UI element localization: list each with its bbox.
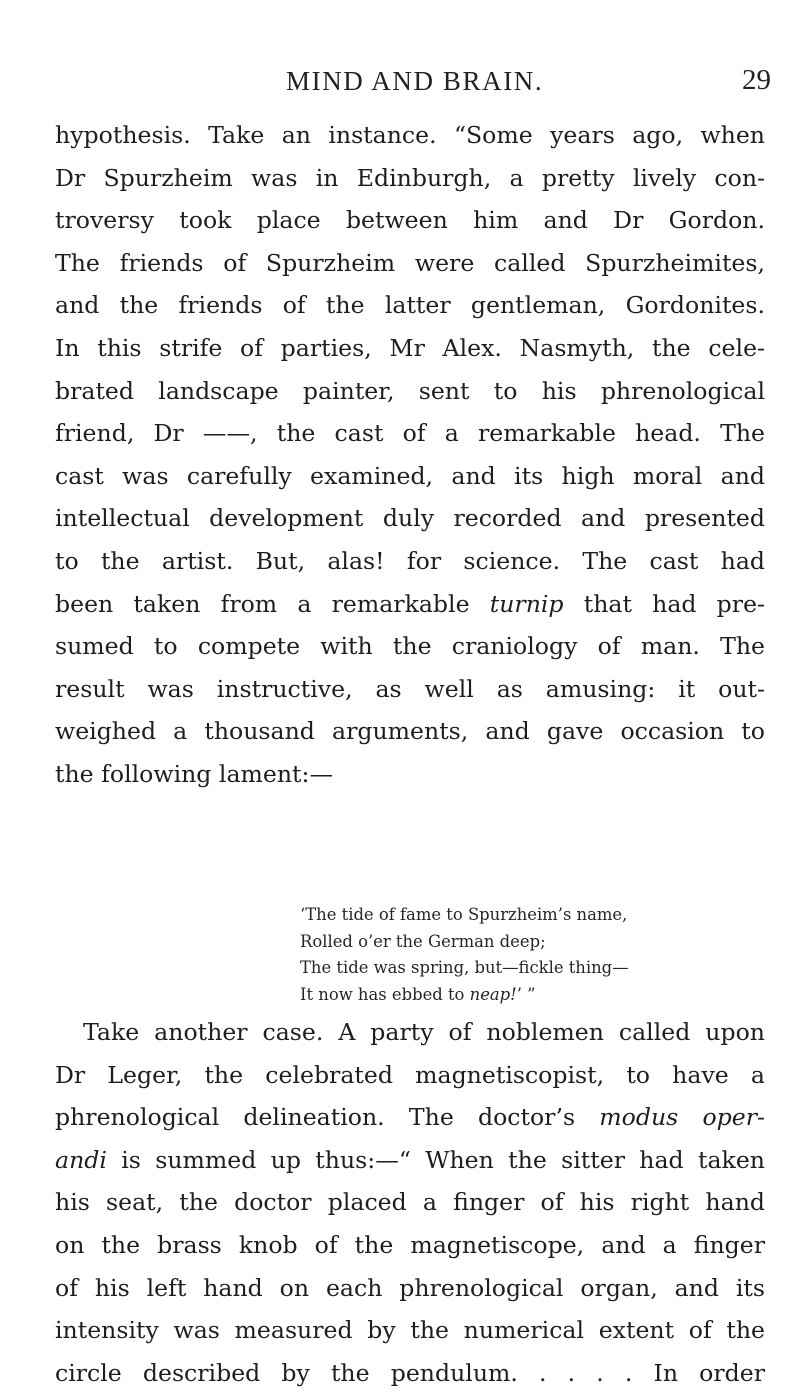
text-line: intensity was measured by the numerical extent of the (55, 1316, 765, 1345)
text-line: the following lament:— (55, 759, 334, 788)
text-line: on the brass knob of the magnetiscope, and a finger (55, 1230, 765, 1259)
text-line: Dr Spurzheim was in Edinburgh, a pretty lively con- (55, 163, 765, 192)
verse-line: Rolled o’er the German deep; (300, 931, 546, 951)
text-line: The friends of Spurzheim were called Spurzheimites, (55, 248, 765, 277)
text-line: of his left hand on each phrenological organ, and its (55, 1273, 765, 1302)
text-segment: phrenological delineation. The doctor’s (55, 1103, 576, 1132)
running-title: MIND AND BRAIN. (286, 66, 544, 96)
verse-line: ‘The tide of fame to Spurzheim’s name, (300, 905, 628, 924)
text-line: his seat, the doctor placed a finger of his right hand (55, 1188, 765, 1217)
running-head (0, 66, 800, 106)
text-line: intellectual development duly recorded and presented (55, 504, 765, 533)
text-line: to the artist. But, alas! for science. The cast had (55, 546, 765, 575)
text-line: weighed a thousand arguments, and gave occasion to (55, 717, 765, 746)
page-number: 29 (742, 64, 771, 96)
italic-modus-operandi-cont: andi (55, 1145, 107, 1174)
text-line: result was instructive, as well as amusing: it out- (55, 674, 765, 703)
text-line-modus (55, 1096, 765, 1139)
text-line: cast was carefully examined, and its high moral and (55, 461, 765, 490)
text-line-andi (55, 1139, 765, 1182)
verse-line: The tide was spring, but—fickle thing— (300, 958, 629, 977)
text-line: Dr Leger, the celebrated magnetiscopist, to have a (55, 1060, 765, 1089)
text-line: and the friends of the latter gentleman, Gordonites. (55, 291, 765, 320)
text-line: In this strife of parties, Mr Alex. Nasmyth, the cele- (55, 333, 765, 362)
text-segment: that had pre- (583, 589, 766, 618)
italic-word-turnip: turnip (489, 589, 564, 618)
text-line: circle described by the pendulum. . . . . In order (55, 1358, 765, 1387)
text-line: hypothesis. Take an instance. “Some years ago, when (55, 121, 765, 149)
text-line: troversy took place between him and Dr Gordon. (55, 206, 765, 235)
paragraph-2 (55, 1011, 765, 1394)
text-segment: It now has ebbed to (300, 984, 465, 1004)
text-line-turnip (55, 583, 765, 626)
text-segment: been taken from a remarkable (55, 589, 470, 618)
text-line: sumed to compete with the craniology of man. The (55, 632, 765, 661)
closing-quote: ’ ” (516, 984, 536, 1004)
italic-modus-operandi: modus oper- (599, 1103, 765, 1132)
text-segment: is summed up thus:—“ When the sitter had taken (121, 1145, 765, 1174)
text-line: Take another case. A party of noblemen called upon (83, 1018, 765, 1046)
text-line: friend, Dr ——, the cast of a remarkable head. The (55, 419, 765, 448)
paragraph-1 (55, 114, 765, 796)
italic-word-neap: neap! (469, 984, 517, 1004)
text-line: brated landscape painter, sent to his phrenological (55, 376, 765, 405)
verse-quotation (300, 902, 740, 1008)
verse-line-last (300, 982, 740, 1009)
